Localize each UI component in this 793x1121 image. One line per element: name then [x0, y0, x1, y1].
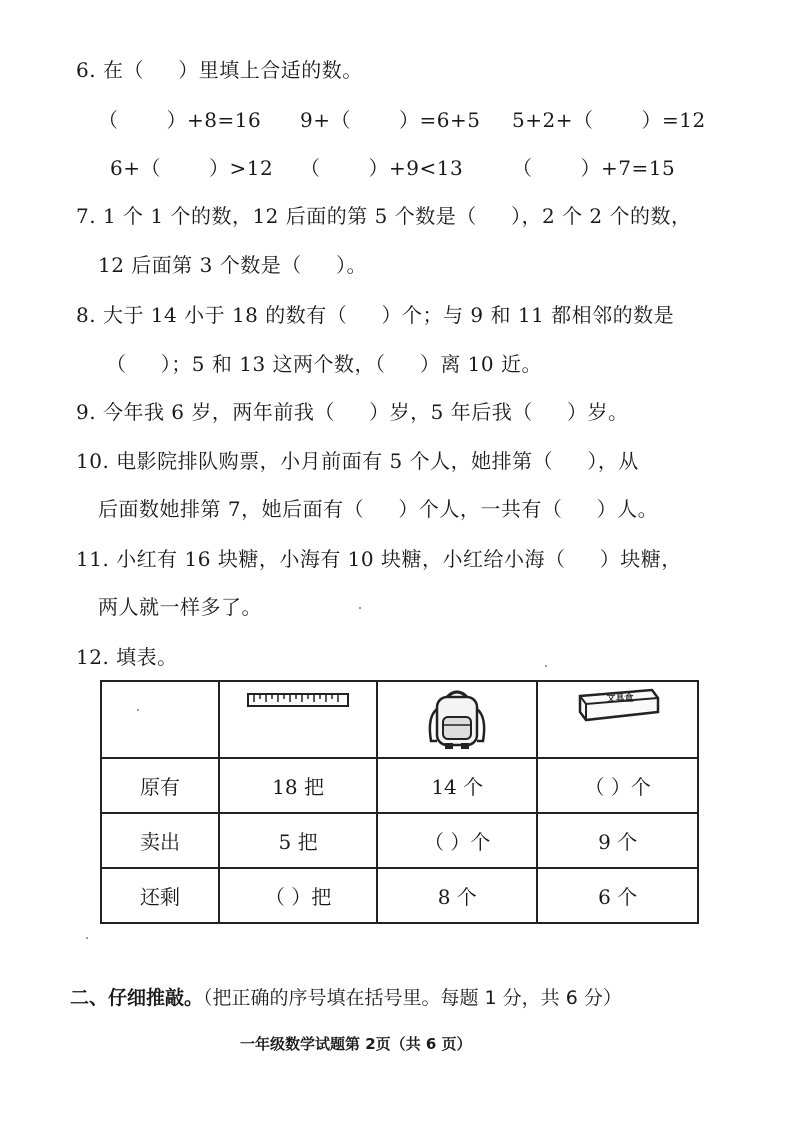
pencil-case-icon: [570, 682, 666, 726]
section-2-header: [70, 985, 622, 1011]
table-cell: 6 个: [537, 868, 698, 923]
table-row: [101, 868, 698, 923]
section-2-heading: 二、仔细推敲。: [70, 987, 204, 1009]
row-label: 原有: [101, 758, 219, 813]
q6-eq-5: （ ）+9<13: [300, 156, 464, 180]
q6-eq-3: 5+2+（ ）=12: [512, 108, 706, 132]
table-cell: 8 个: [377, 868, 537, 923]
scan-speck: [86, 937, 88, 939]
fill-in-table: [100, 680, 699, 924]
section-2-note: （把正确的序号填在括号里。每题 1 分，共 6 分）: [203, 987, 622, 1009]
backpack-icon: [421, 687, 493, 753]
table-corner-cell: [101, 681, 219, 758]
row-label: 卖出: [101, 813, 219, 868]
table-row: [101, 813, 698, 868]
pencil-case-label: 文具盒: [606, 694, 634, 704]
table-cell: 9 个: [537, 813, 698, 868]
scan-speck: [137, 709, 139, 711]
q10-line-2: 后面数她排第 7，她后面有（ ）个人，一共有（ ）人。: [98, 497, 659, 521]
q6-eq-6: （ ）+7=15: [512, 156, 676, 180]
pencil-case-cell: [537, 681, 698, 758]
q6-eq-4: 6+（ ）>12: [110, 156, 274, 180]
q6-eq-2: 9+（ ）=6+5: [300, 108, 481, 132]
row-label: 还剩: [101, 868, 219, 923]
q8-line-1: 8. 大于 14 小于 18 的数有（ ）个；与 9 和 11 都相邻的数是: [76, 303, 675, 327]
q6-eq-1: （ ）+8=16: [98, 108, 262, 132]
q7-line-2: 12 后面第 3 个数是（ ）。: [98, 253, 368, 277]
scan-speck: [359, 607, 361, 609]
q12-title: 12. 填表。: [76, 645, 178, 669]
table-cell: 5 把: [219, 813, 377, 868]
scan-speck: [545, 665, 547, 667]
ruler-cell: [219, 681, 377, 758]
table-row: [101, 758, 698, 813]
table-cell: 14 个: [377, 758, 537, 813]
q11-line-1: 11. 小红有 16 块糖，小海有 10 块糖，小红给小海（ ）块糖，: [76, 547, 682, 571]
page-footer: 一年级数学试题第 2页（共 6 页）: [240, 1035, 472, 1053]
table-cell: 18 把: [219, 758, 377, 813]
q8-line-2: （ ）；5 和 13 这两个数，（ ）离 10 近。: [106, 352, 542, 376]
q10-line-1: 10. 电影院排队购票，小月前面有 5 个人，她排第（ ），从: [76, 449, 639, 473]
q7-line-1: 7. 1 个 1 个的数，12 后面的第 5 个数是（ ），2 个 2 个的数，: [76, 204, 692, 228]
q9-line: 9. 今年我 6 岁，两年前我（ ）岁，5 年后我（ ）岁。: [76, 400, 629, 424]
table-cell: （ ）把: [219, 868, 377, 923]
q11-line-2: 两人就一样多了。: [98, 595, 262, 619]
ruler-icon: [238, 682, 358, 722]
table-cell: （ ）个: [377, 813, 537, 868]
table-cell: （ ）个: [537, 758, 698, 813]
table-header-row: [101, 681, 698, 758]
q6-title: 6. 在（ ）里填上合适的数。: [76, 58, 363, 82]
backpack-cell: [377, 681, 537, 758]
